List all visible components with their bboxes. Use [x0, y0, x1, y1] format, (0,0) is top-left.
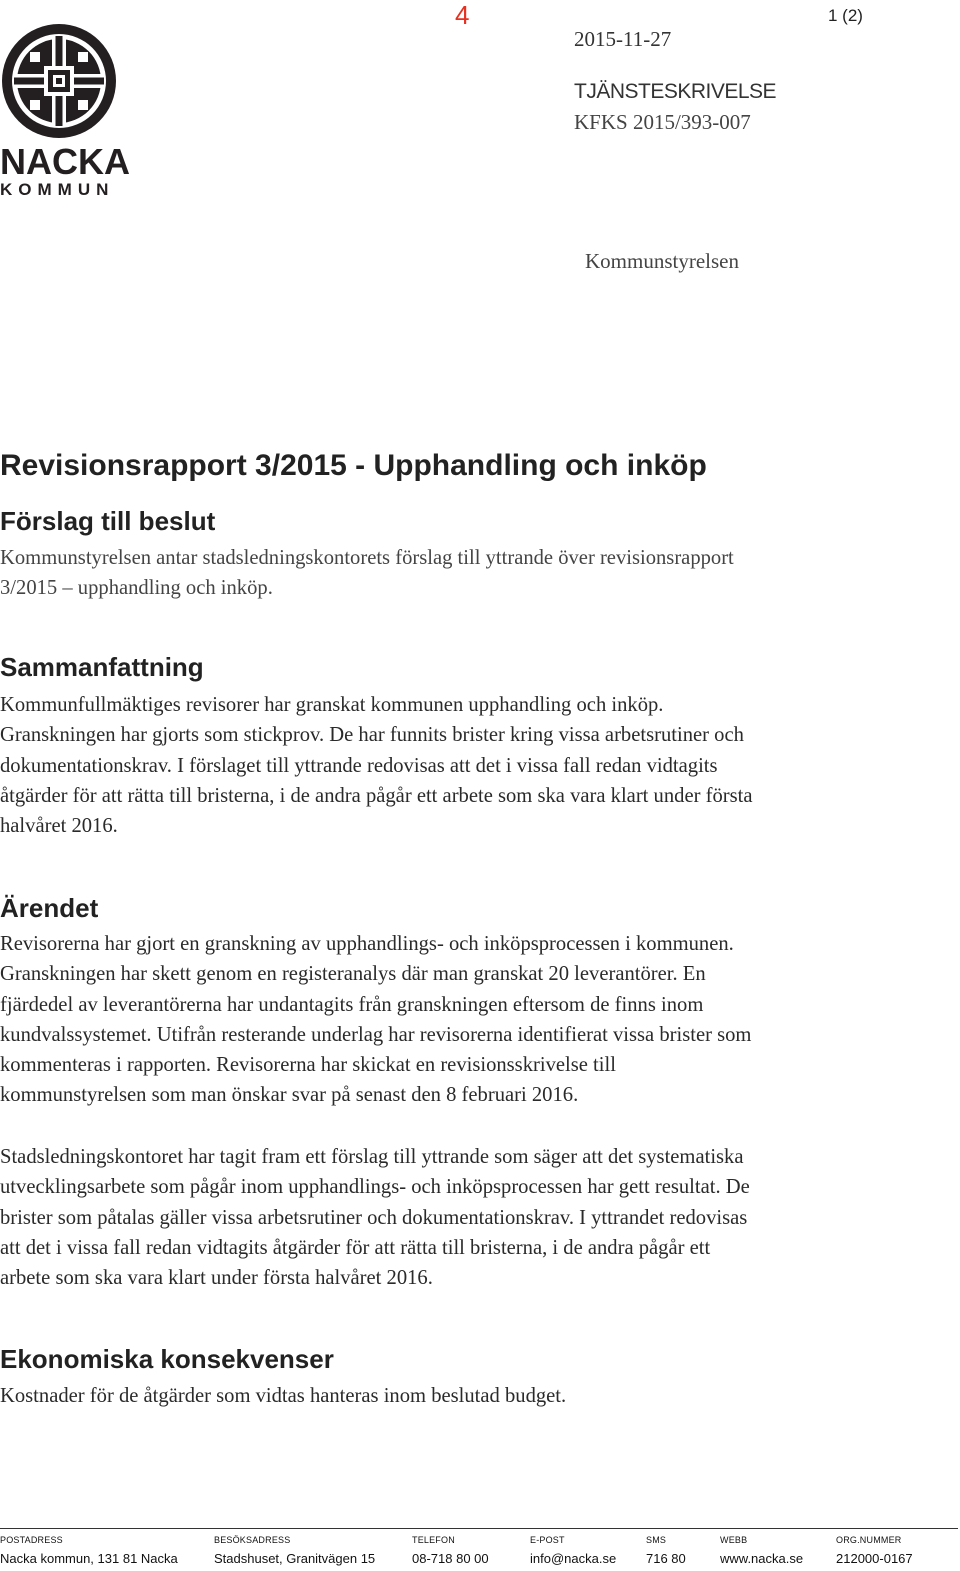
- document-reference: KFKS 2015/393-007: [574, 110, 751, 134]
- text-line: åtgärder för att rätta till bristerna, i de andra pågår ett arbete som ska vara klart under första: [0, 784, 753, 807]
- text-line: kundvalssystemet. Utifrån resterande underlag har revisorerna identifierat vissa brister som: [0, 1023, 752, 1046]
- footer-value: www.nacka.se: [720, 1551, 804, 1566]
- footer-value: 08-718 80 00: [412, 1551, 489, 1566]
- recipient: Kommunstyrelsen: [585, 249, 739, 273]
- footer-label: E-POST: [530, 1535, 565, 1545]
- text-line: arbete som ska vara klart under första halvåret 2016.: [0, 1267, 433, 1290]
- summary-paragraph: [0, 690, 960, 841]
- text-line: Granskningen har gjorts som stickprov. De har funnits brister kring vissa arbetsrutiner och: [0, 724, 744, 747]
- footer-divider: [0, 1528, 958, 1529]
- footer-value: Nacka kommun, 131 81 Nacka: [0, 1551, 178, 1566]
- text-line: kommenteras i rapporten. Revisorerna har skickat en revisionsskrivelse till: [0, 1054, 616, 1077]
- footer-label: TELEFON: [412, 1535, 455, 1545]
- footer-label: WEBB: [720, 1535, 748, 1545]
- footer-label: SMS: [646, 1535, 667, 1545]
- logo-emblem-icon: [0, 22, 118, 140]
- document-type: TJÄNSTESKRIVELSE: [574, 80, 777, 103]
- text-line: halvåret 2016.: [0, 815, 118, 838]
- page-title: Revisionsrapport 3/2015 - Upphandling och inköp: [0, 449, 707, 482]
- text-line: Kostnader för de åtgärder som vidtas hanteras inom beslutad budget.: [0, 1385, 567, 1407]
- nacka-kommun-logo: [0, 22, 130, 199]
- heading-matter: Ärendet: [0, 893, 99, 923]
- text-line: att det i vissa fall redan vidtagits åtgärder för att rätta till bristerna, i de andra pågår ett: [0, 1236, 711, 1259]
- heading-summary: Sammanfattning: [0, 652, 204, 682]
- footer-visiting-address: [214, 1535, 375, 1566]
- logo-nacka-text: NACKA: [0, 141, 130, 182]
- logo-kommun-text: KOMMUN: [0, 180, 115, 199]
- text-line: utvecklingsarbete som pågår inom upphandlings- och inköpsprocessen har gett resultat. De: [0, 1176, 750, 1199]
- text-line: Granskningen har skett genom en registeranalys där man granskat 20 leverantörer. En: [0, 963, 706, 986]
- text-line: brister som påtalas gäller vissa arbetsrutiner och dokumentationskrav. I yttrandet redovisas: [0, 1206, 748, 1229]
- text-line: fjärdedel av leverantörerna har undantagits från granskningen eftersom de finns inom: [0, 993, 704, 1016]
- footer-value: Stadshuset, Granitvägen 15: [214, 1551, 376, 1566]
- matter-paragraph-2: [0, 1142, 960, 1293]
- text-line: Kommunfullmäktiges revisorer har granskat kommunen upphandling och inköp.: [0, 694, 664, 716]
- heading-proposal: Förslag till beslut: [0, 506, 216, 536]
- footer-value: 212000-0167: [836, 1551, 913, 1566]
- matter-paragraph-1: [0, 929, 960, 1111]
- text-line: dokumentationskrav. I förslaget till yttrande redovisas att det i vissa fall redan vidtagits: [0, 754, 718, 777]
- footer-phone: [412, 1535, 489, 1566]
- footer-postal-address: [0, 1535, 178, 1566]
- footer-email: [530, 1535, 616, 1566]
- page-number: 1 (2): [828, 6, 863, 25]
- text-line: Revisorerna har gjort en granskning av upphandlings- och inköpsprocessen i kommunen.: [0, 933, 734, 955]
- text-line: 3/2015 – upphandling och inköp.: [0, 577, 273, 600]
- footer-value: info@nacka.se: [530, 1551, 617, 1566]
- text-line: Kommunstyrelsen antar stadsledningskontorets förslag till yttrande över revisionsrapport: [0, 547, 734, 569]
- footer-sms: [646, 1535, 686, 1566]
- footer-label: ORG.NUMMER: [836, 1535, 902, 1545]
- text-line: Stadsledningskontoret har tagit fram ett förslag till yttrande som säger att det systematiska: [0, 1146, 744, 1168]
- footer-value: 716 80: [646, 1551, 686, 1566]
- heading-economics: Ekonomiska konsekvenser: [0, 1344, 334, 1374]
- document-date: 2015-11-27: [574, 27, 672, 51]
- proposal-paragraph: [0, 543, 960, 604]
- footer-web: [720, 1535, 803, 1566]
- agenda-item-number: 4: [455, 0, 470, 30]
- footer-label: BESÖKSADRESS: [214, 1535, 291, 1545]
- economics-paragraph: [0, 1381, 960, 1411]
- footer-label: POSTADRESS: [0, 1535, 63, 1545]
- footer-org-number: [836, 1535, 913, 1566]
- text-line: kommunstyrelsen som man önskar svar på senast den 8 februari 2016.: [0, 1084, 579, 1107]
